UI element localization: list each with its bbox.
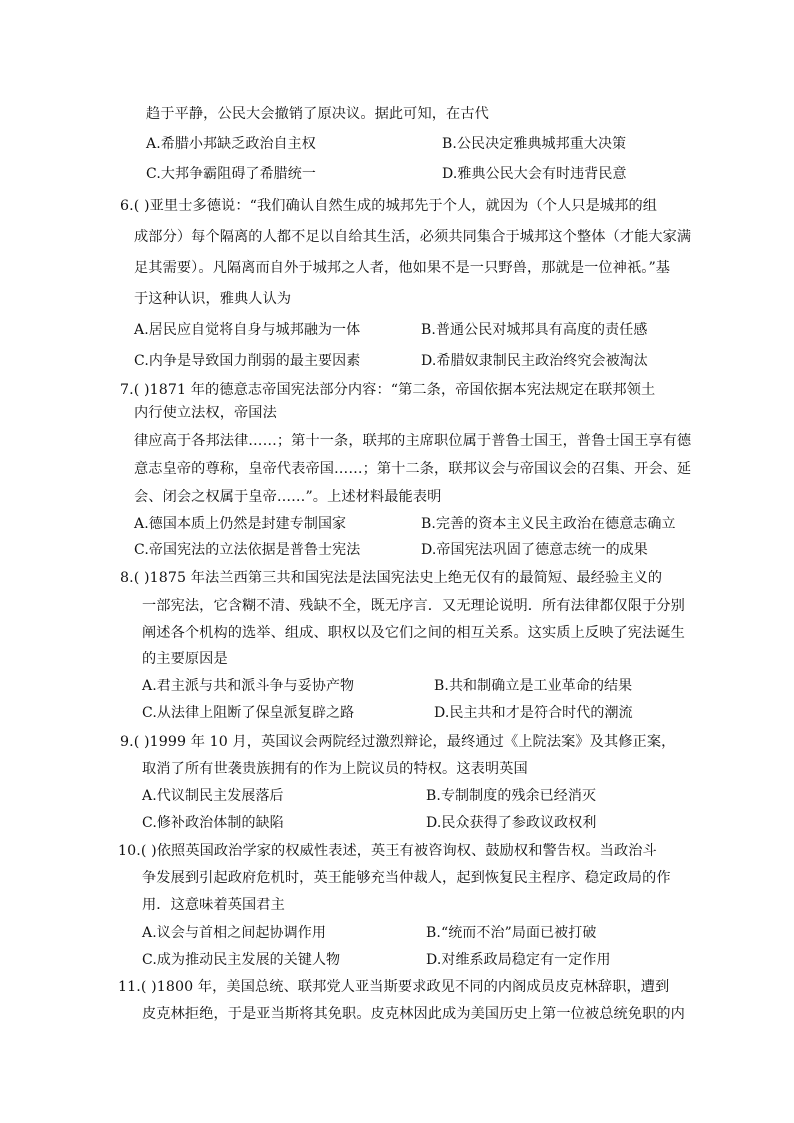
q5-option-a: A.希腊小邦缺乏政治自主权 bbox=[146, 136, 316, 152]
q8-stem-line-3: 阐述各个机构的选举、组成、职权以及它们之间的相互关系。这实质上反映了宪法诞生 bbox=[142, 625, 685, 641]
q11-stem-line-2: 皮克林拒绝，于是亚当斯将其免职。皮克林因此成为美国历史上第一位被总统免职的内 bbox=[142, 1006, 685, 1022]
q8-option-c: C.从法律上阻断了保皇派复辟之路 bbox=[142, 705, 355, 721]
q6-stem-line-3: 足其需要）。凡隔离而自外于城邦之人者，他如果不是一只野兽，那就是一位神祇。”基 bbox=[134, 260, 671, 276]
q9-option-b: B.专制制度的残余已经消灭 bbox=[426, 788, 597, 804]
q10-option-a: A.议会与首相之间起协调作用 bbox=[142, 925, 326, 941]
q7-stem-line-1: 7.( )1871 年的德意志帝国宪法部分内容：“第二条，帝国依据本宪法规定在联邦领土 bbox=[120, 382, 656, 398]
q5-option-c: C.大邦争霸阻碍了希腊统一 bbox=[146, 166, 316, 182]
q9-option-c: C.修补政治体制的缺陷 bbox=[142, 815, 284, 831]
q7-stem-line-5: 会、闭会之权属于皇帝……”。上述材料最能表明 bbox=[134, 489, 442, 505]
q5-option-b: B.公民决定雅典城邦重大决策 bbox=[442, 136, 627, 152]
q10-option-d: D.对维系政局稳定有一定作用 bbox=[426, 952, 611, 968]
q5-stem-continuation: 趋于平静，公民大会撤销了原决议。据此可知，在古代 bbox=[146, 106, 489, 122]
q9-option-a: A.代议制民主发展落后 bbox=[142, 788, 284, 804]
q7-stem-line-2: 内行使立法权，帝国法 bbox=[134, 405, 277, 421]
q9-stem-line-2: 取消了所有世袭贵族拥有的作为上院议员的特权。这表明英国 bbox=[142, 761, 528, 777]
q7-stem-line-3: 律应高于各邦法律……；第十一条，联邦的主席职位属于普鲁士国王，普鲁士国王享有德 bbox=[134, 433, 692, 449]
q6-option-c: C.内争是导致国力削弱的最主要因素 bbox=[134, 353, 361, 369]
q11-stem-line-1: 11.( )1800 年，美国总统、联邦党人亚当斯要求政见不同的内阁成员皮克林辞职，遭到 bbox=[118, 979, 670, 995]
q8-option-a: A.君主派与共和派斗争与妥协产物 bbox=[142, 678, 355, 694]
q7-option-b: B.完善的资本主义民主政治在德意志确立 bbox=[421, 516, 676, 532]
q6-option-b: B.普通公民对城邦具有高度的责任感 bbox=[421, 322, 648, 338]
q7-option-c: C.帝国宪法的立法依据是普鲁士宪法 bbox=[134, 542, 361, 558]
q8-stem-line-4: 的主要原因是 bbox=[142, 651, 228, 667]
q8-option-b: B.共和制确立是工业革命的结果 bbox=[434, 678, 633, 694]
q9-option-d: D.民众获得了参政议政权利 bbox=[426, 815, 597, 831]
q6-stem-line-2: 成部分）每个隔离的人都不足以自给其生活，必须共同集合于城邦这个整体（才能大家满 bbox=[134, 229, 692, 245]
q8-option-d: D.民主共和才是符合时代的潮流 bbox=[434, 705, 633, 721]
q6-option-a: A.居民应自觉将自身与城邦融为一体 bbox=[134, 322, 361, 338]
q10-stem-line-1: 10.( )依照英国政治学家的权威性表述，英王有被咨询权、鼓励权和警告权。当政治斗 bbox=[118, 843, 657, 859]
q8-stem-line-1: 8.( )1875 年法兰西第三共和国宪法是法国宪法史上绝无仅有的最简短、最经验主义的 bbox=[120, 570, 663, 586]
q7-option-a: A.德国本质上仍然是封建专制国家 bbox=[134, 516, 347, 532]
q7-option-d: D.帝国宪法巩固了德意志统一的成果 bbox=[421, 542, 648, 558]
q10-stem-line-3: 用．这意味着英国君主 bbox=[142, 897, 285, 913]
q10-stem-line-2: 争发展到引起政府危机时，英王能够充当仲裁人，起到恢复民主程序、稳定政局的作 bbox=[142, 870, 671, 886]
q6-stem-line-1: 6.( )亚里士多德说：“我们确认自然生成的城邦先于个人，就因为（个人只是城邦的组 bbox=[120, 198, 658, 214]
q10-option-c: C.成为推动民主发展的关键人物 bbox=[142, 952, 341, 968]
q6-option-d: D.希腊奴隶制民主政治终究会被淘汰 bbox=[421, 353, 648, 369]
q5-option-d: D.雅典公民大会有时违背民意 bbox=[442, 166, 627, 182]
q8-stem-line-2: 一部宪法，它含糊不清、残缺不全，既无序言．又无理论说明．所有法律都仅限于分别 bbox=[142, 598, 685, 614]
q7-stem-line-4: 意志皇帝的尊称，皇帝代表帝国……；第十二条，联邦议会与帝国议会的召集、开会、延 bbox=[134, 461, 692, 477]
q9-stem-line-1: 9.( )1999 年 10 月，英国议会两院经过激烈辩论，最终通过《上院法案》及其修正案， bbox=[120, 734, 676, 750]
q6-stem-line-4: 于这种认识，雅典人认为 bbox=[134, 291, 292, 307]
q10-option-b: B.“统而不治”局面已被打破 bbox=[426, 925, 597, 941]
